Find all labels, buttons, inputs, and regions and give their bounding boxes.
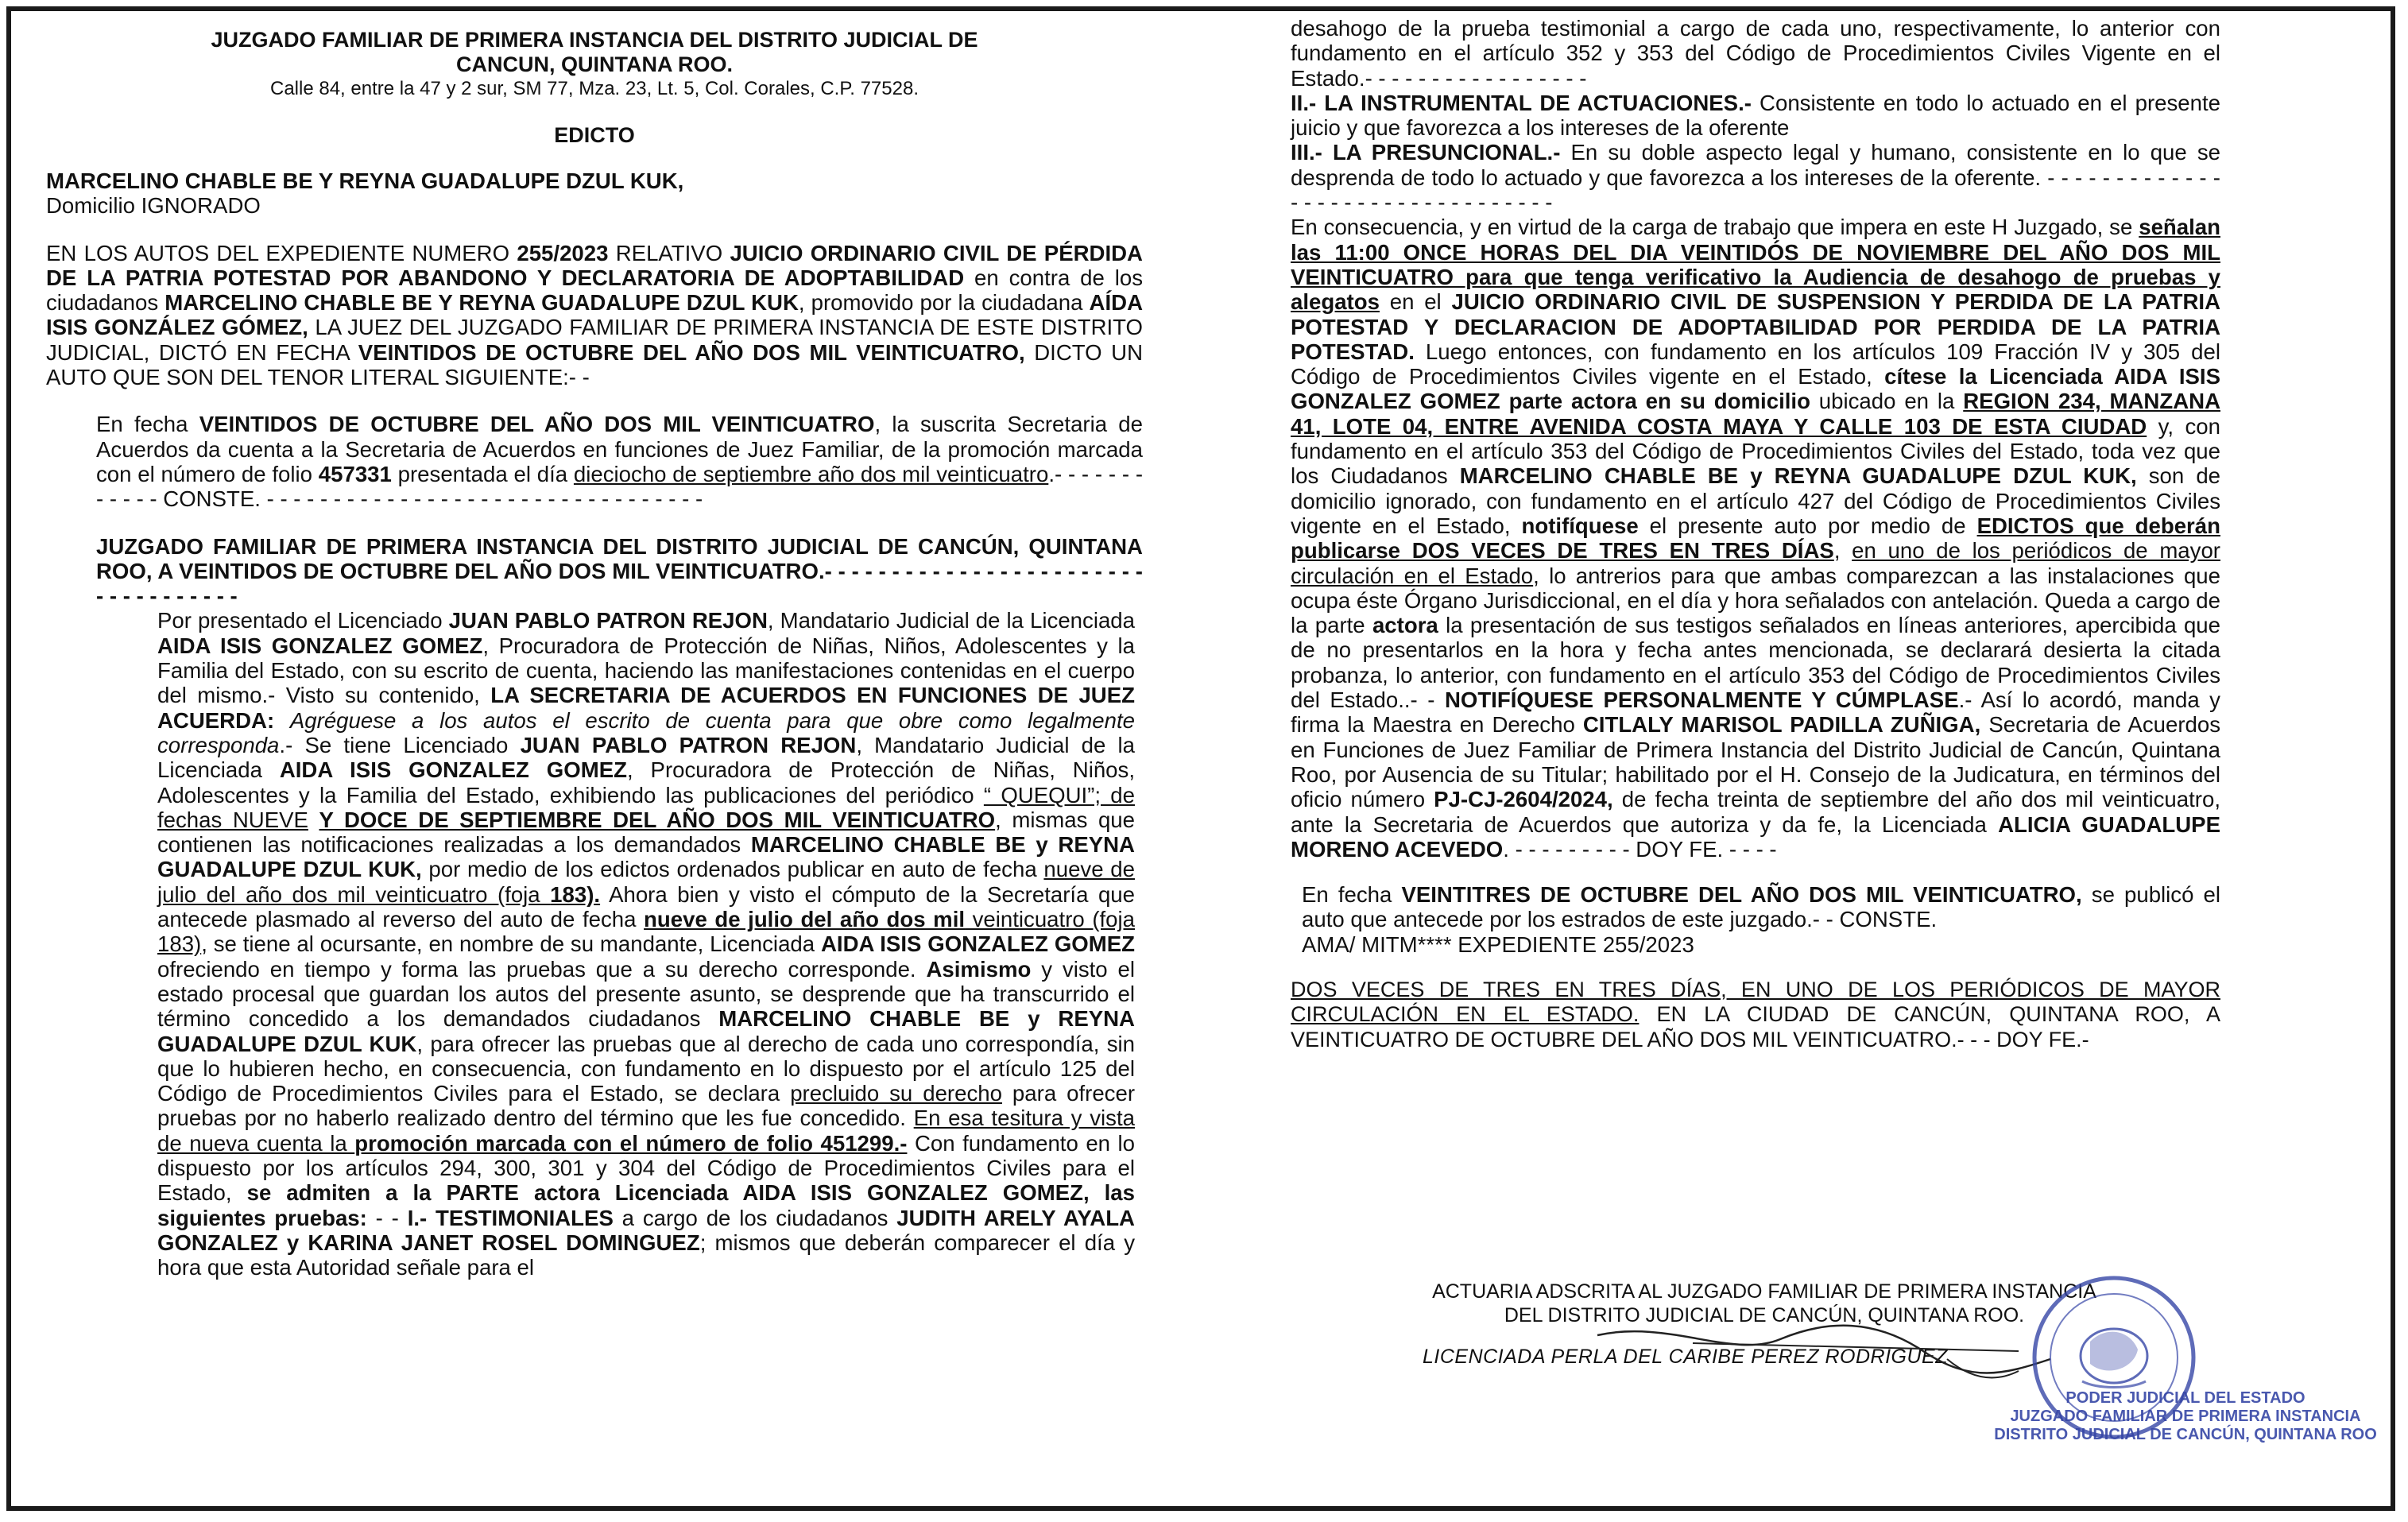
document-type: EDICTO <box>554 123 635 147</box>
account-note: En fecha VEINTIDOS DE OCTUBRE DEL AÑO DOS MIL VEINTICUATRO, la suscrita Secretaria de Acuerdos da cuenta a la Secretaria de Acuerdos en funciones de Juez Familiar, de la promoción marcada con el número de folio 457331 presentada el día dieciocho de septiembre año dos mil veinticuatro.- - - - - - - - - - - - CONSTE. - - - - - - - - - - - - - - - - - - - - - - - - - - - - - - - - - <box>96 412 1144 512</box>
hearing-paragraph: En consecuencia, y en virtud de la carga de trabajo que impera en este H Juzgado, se señalan las 11:00 ONCE HORAS DEL DIA VEINTIDÓS DE NOVIEMBRE DEL AÑO DOS MIL VEINTICUATRO para que tenga verificativo la Audiencia de desahogo de pruebas y alegatos en el JUICIO ORDINARIO CIVIL DE SUSPENSION Y PERDIDA DE LA PATRIA POTESTAD Y DECLARACION DE ADOPTABILIDAD POR PERDIDA DE LA PATRIA POTESTAD. Luego entonces, con fundamento en los artículos 109 Fracción IV y 305 del Código de Procedimientos Civiles vigente en el Estado, cítese la Licenciada AIDA ISIS GONZALEZ GOMEZ parte actora en su domicilio ubicado en la REGION 234, MANZANA 41, LOTE 04, ENTRE AVENIDA COSTA MAYA Y CALLE 103 DE ESTA CIUDAD y, con fundamento en el artículo 353 del Código de Procedimientos Civiles del Estado, toda vez que los Ciudadanos MARCELINO CHABLE BE y REYNA GUADALUPE DZUL KUK, son de domicilio ignorado, con fundamento en el artículo 427 del Código de Procedimientos Civiles vigente en el Estado, notifíquese el presente auto por medio de EDICTOS que deberán publicarse DOS VECES DE TRES EN TRES DÍAS, en uno de los periódicos de mayor circulación en el Estado, lo antrerios para que ambas comparezcan a las instalaciones que ocupa éste Órgano Jurisdiccional, en el día y hora señalados con antelación. Queda a cargo de la parte actora la presentación de sus testigos señalados en líneas anteriores, apercibida que de no presentarlos en la hora y fecha antes mencionada, se declarará desierta la citada probanza, lo anterior, con fundamento en el artículo 353 del Código de Procedimientos Civiles del Estado..- - NOTIFÍQUESE PERSONALMENTE Y CÚMPLASE.- Así lo acordó, manda y firma la Maestra en Derecho CITLALY MARISOL PADILLA ZUÑIGA, Secretaria de Acuerdos en Funciones de Juez Familiar de Primera Instancia del Distrito Judicial de Cancún, Quintana Roo, por Ausencia de su Titular; habilitado por el H. Consejo de la Judicatura, en términos del oficio número PJ-CJ-2604/2024, de fecha treinta de septiembre del año dos mil veinticuatro, ante la Secretaria de Acuerdos que autoriza y da fe, la Licenciada ALICIA GUADALUPE MORENO ACEVEDO. - - - - - - - - - DOY FE. - - - - <box>1291 215 2221 862</box>
case-initials: AMA/ MITM**** EXPEDIENTE 255/2023 <box>1302 931 1694 957</box>
evidence3-paragraph: III.- LA PRESUNCIONAL.- En su doble aspecto legal y humano, consistente en lo que se desprenda de todo lo actuado y que favorezca a los intereses de la oferente. - - - - - - - - - - - - - - - - - - - - - - - - - - - - - - - - - <box>1291 140 2220 215</box>
signatory-name: LICENCIADA PERLA DEL CARIBE PEREZ RODRIGUEZ <box>1423 1346 1949 1368</box>
right-column <box>1291 16 2220 1052</box>
resolution-paragraph: Por presentado el Licenciado JUAN PABLO PATRON REJON, Mandatario Judicial de la Licenciada AIDA ISIS GONZALEZ GOMEZ, Procuradora de Protección de Niñas, Niños, Adolescentes y la Familia del Estado, con su escrito de cuenta, haciendo las manifestaciones contenidas en el cuerpo del mismo.- Visto su contenido, LA SECRETARIA DE ACUERDOS EN FUNCIONES DE JUEZ ACUERDA: Agréguese a los autos el escrito de cuenta para que obre como legalmente corresponda.- Se tiene Licenciado JUAN PABLO PATRON REJON, Mandatario Judicial de la Licenciada AIDA ISIS GONZALEZ GOMEZ, Procuradora de Protección de Niñas, Niños, Adolescentes y la Familia del Estado, exhibiendo las publicaciones del periódico “ QUEQUI”; de fechas NUEVE Y DOCE DE SEPTIEMBRE DEL AÑO DOS MIL VEINTICUATRO, mismas que contienen las notificaciones realizadas a los demandados MARCELINO CHABLE BE y REYNA GUADALUPE DZUL KUK, por medio de los edictos ordenados publicar en auto de fecha nueve de julio del año dos mil veinticuatro (foja 183). Ahora bien y visto el cómputo de la Secretaría que antecede plasmado al reverso del auto de fecha nueve de julio del año dos mil veinticuatro (foja 183), se tiene al ocursante, en nombre de su mandante, Licenciada AIDA ISIS GONZALEZ GOMEZ ofreciendo en tiempo y forma las pruebas que a su derecho corresponde. Asimismo y visto el estado procesal que guardan los autos del presente asunto, se desprende que ha transcurrido el término concedido a los demandados ciudadanos MARCELINO CHABLE BE y REYNA GUADALUPE DZUL KUK, para ofrecer las pruebas que al derecho de cada uno correspondía, sin que lo hubieren hecho, en consecuencia, con fundamento en lo dispuesto por el artículo 125 del Código de Procedimientos Civiles para el Estado, se declara precluido su derecho para ofrecer pruebas por no haberlo realizado dentro del término que les fue concedido. En esa tesitura y vista de nueva cuenta la promoción marcada con el número de folio 451299.- Con fundamento en lo dispuesto por los artículos 294, 300, 301 y 304 del Código de Procedimientos Civiles para el Estado, se admiten a la PARTE actora Licenciada AIDA ISIS GONZALEZ GOMEZ, las siguientes pruebas: - - I.- TESTIMONIALES a cargo de los ciudadanos JUDITH ARELY AYALA GONZALEZ y KARINA JANET ROSEL DOMINGUEZ; mismos que deberán comparecer el día y hora que esta Autoridad señale para el <box>157 608 1136 1280</box>
addressee-domicile: Domicilio IGNORADO <box>46 193 261 219</box>
evidence1-continuation: desahogo de la prueba testimonial a cargo de cada uno, respectivamente, lo anterior con fundamento en el artículo 352 y 353 del Código de Procedimientos Civiles Vigente en el Estado.- - - - - - - - - - - - - - - - - <box>1291 16 2220 91</box>
court-address: Calle 84, entre la 47 y 2 sur, SM 77, Mza. 23, Lt. 5, Col. Corales, C.P. 77528. <box>270 78 919 99</box>
court-date-heading: JUZGADO FAMILIAR DE PRIMERA INSTANCIA DEL DISTRITO JUDICIAL DE CANCÚN, QUINTANA ROO, A VEINTIDOS DE OCTUBRE DEL AÑO DOS MIL VEINTICUATRO.- - - - - - - - - - - - - - - - - - - - - - - - - - - - - - - - - - - <box>96 533 1143 609</box>
signature-title-line2: DEL DISTRITO JUDICIAL DE CANCÚN, QUINTANA ROO. <box>1504 1304 2025 1326</box>
closing-paragraph: DOS VECES DE TRES EN TRES DÍAS, EN UNO DE LOS PERIÓDICOS DE MAYOR CIRCULACIÓN EN EL ESTADO. EN LA CIUDAD DE CANCÚN, QUINTANA ROO, A VEINTICUATRO DE OCTUBRE DEL AÑO DOS MIL VEINTICUATRO.- - - DOY FE.- <box>1291 977 2220 1051</box>
court-seal-icon <box>2003 1262 2225 1485</box>
left-column <box>46 16 1143 1280</box>
signature-title-line1: ACTUARIA ADSCRITA AL JUZGADO FAMILIAR DE PRIMERA INSTANCIA <box>1432 1280 2096 1303</box>
intro-paragraph: EN LOS AUTOS DEL EXPEDIENTE NUMERO 255/2023 RELATIVO JUICIO ORDINARIO CIVIL DE PÉRDIDA DE LA PATRIA POTESTAD POR ABANDONO Y DECLARATORIA DE ADOPTABILIDAD en contra de los ciudadanos MARCELINO CHABLE BE Y REYNA GUADALUPE DZUL KUK, promovido por la ciudadana AÍDA ISIS GONZÁLEZ GÓMEZ, LA JUEZ DEL JUZGADO FAMILIAR DE PRIMERA INSTANCIA DE ESTE DISTRITO JUDICIAL, DICTÓ EN FECHA VEINTIDOS DE OCTUBRE DEL AÑO DOS MIL VEINTICUATRO, DICTO UN AUTO QUE SON DEL TENOR LITERAL SIGUIENTE:- - <box>46 240 1143 390</box>
handwritten-signature <box>1574 1303 2066 1391</box>
court-header-line1: JUZGADO FAMILIAR DE PRIMERA INSTANCIA DEL DISTRITO JUDICIAL DE <box>211 28 978 52</box>
publication-note: En fecha VEINTITRES DE OCTUBRE DEL AÑO DOS MIL VEINTICUATRO, se publicó el auto que antecede por los estrados de este juzgado.- - CONSTE. <box>1302 882 2221 932</box>
court-header-line2: CANCUN, QUINTANA ROO. <box>456 52 733 76</box>
seal-text: PODER JUDICIAL DEL ESTADO JUZGADO FAMILIAR DE PRIMERA INSTANCIA DISTRITO JUDICIAL DE CANCÚN, QUINTANA ROO <box>1994 1389 2377 1443</box>
addressee-names: MARCELINO CHABLE BE Y REYNA GUADALUPE DZUL KUK, <box>46 168 684 193</box>
evidence2-paragraph: II.- LA INSTRUMENTAL DE ACTUACIONES.- Consistente en todo lo actuado en el presente juicio y que favorezca a los intereses de la oferente <box>1291 90 2220 141</box>
